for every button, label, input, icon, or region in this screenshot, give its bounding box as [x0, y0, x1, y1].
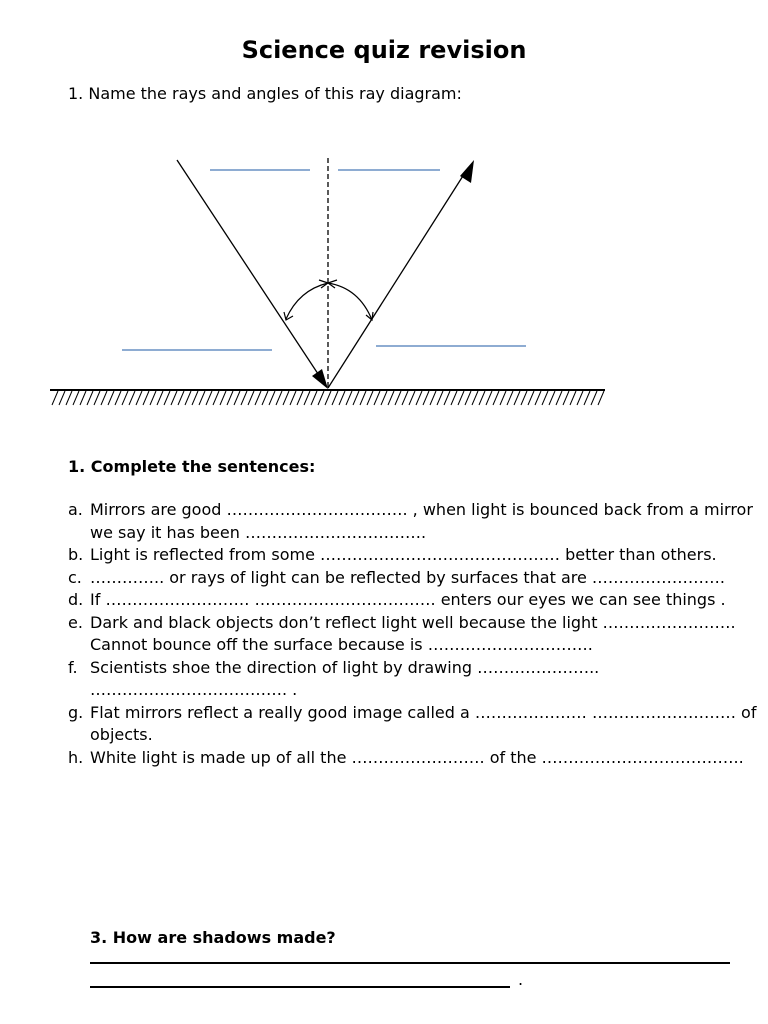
- sentence-item: b. Light is reflected from some ……………………………………… better than others.: [68, 545, 717, 564]
- angle-of-incidence-arc: [286, 283, 328, 319]
- page-title: Science quiz revision: [241, 36, 527, 64]
- angle-of-reflection-arc: [328, 283, 372, 320]
- sentence-item: g. Flat mirrors reflect a really good image called a ………………… ……………………… of objects.: [68, 702, 757, 744]
- mirror-hatching: [52, 391, 604, 405]
- incident-ray: [177, 160, 326, 386]
- sentence-item: f. Scientists shoe the direction of light by drawing ………………….. ………………………………. .: [68, 657, 600, 699]
- ray-diagram: [0, 140, 768, 420]
- sentence-list: [68, 499, 758, 769]
- question-3: 3. How are shadows made?: [90, 928, 336, 947]
- answer-end-period: .: [518, 970, 524, 989]
- incident-arrowhead: [312, 369, 328, 389]
- sentence-item: a. Mirrors are good ……………………………. , when light is bounced back from a mirror we say it has been …………………………….: [68, 500, 753, 542]
- answer-line-1: [90, 962, 730, 964]
- reflected-ray: [328, 168, 468, 388]
- sentence-item: e. Dark and black objects don’t reflect light well because the light ……………………. Cannot bounce off the surface because is ………………………….: [68, 612, 736, 654]
- sentence-item: d. If ……………………… ……………………………. enters our eyes we can see things .: [68, 590, 726, 609]
- sentence-item: h. White light is made up of all the ……………………. of the ………………………………..: [68, 747, 744, 767]
- section-heading-complete-sentences: 1. Complete the sentences:: [68, 457, 316, 476]
- question-1: 1. Name the rays and angles of this ray diagram:: [68, 84, 462, 103]
- reflected-arrowhead: [460, 160, 474, 183]
- answer-line-2: [90, 986, 510, 988]
- sentence-item: c. ………….. or rays of light can be reflected by surfaces that are …………………….: [68, 567, 725, 587]
